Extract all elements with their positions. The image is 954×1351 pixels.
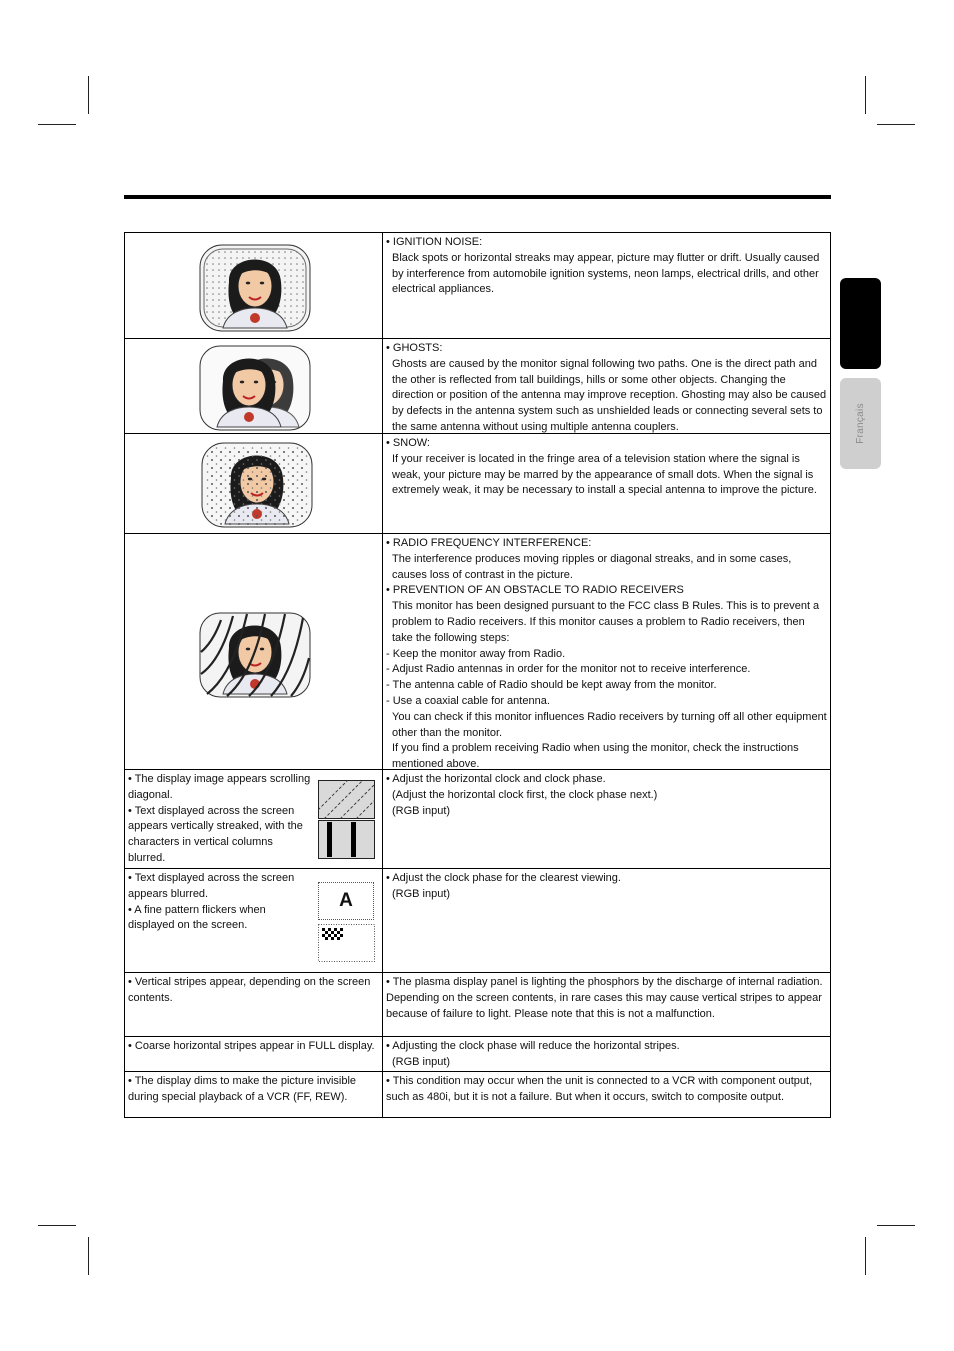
remedy-note: (RGB input) xyxy=(392,887,451,900)
remedy-note: (Adjust the horizontal clock first, the clock phase next.) xyxy=(392,788,658,801)
symptom-cell xyxy=(125,1072,383,1118)
symptom-image-cell xyxy=(125,534,383,769)
section-description: This monitor has been designed pursuant to the FCC class B Rules. This is to prevent a problem to Radio receivers. If this monitor causes a problem to Radio receivers, then take the following steps: xyxy=(392,600,820,644)
table-row xyxy=(125,1036,830,1071)
remedy-cell xyxy=(383,434,830,533)
crop-mark xyxy=(877,1225,915,1226)
remedy-cell xyxy=(383,233,830,338)
symptom-cell xyxy=(125,770,383,868)
blurred-letter-sample: A xyxy=(318,882,374,920)
remedy-text: • This condition may occur when the unit is connected to a VCR with component output, such as 480i, but it is not a failure. But when it occurs, switch to composite output. xyxy=(386,1075,813,1103)
table-row xyxy=(125,433,830,533)
table-row xyxy=(125,233,830,338)
remedy-cell xyxy=(383,1037,830,1071)
symptom-title: • SNOW: xyxy=(386,437,430,449)
remedy-cell xyxy=(383,339,830,433)
symptom-description: Ghosts are caused by the monitor signal following two paths. One is the direct path and the other is reflected from tall buildings, hills or some other objects. Changing the direction or position of the antenna may improve reception. Ghosting may also be caused by defects in the antenna system such as unshielded leads or connecting several sets to the same antenna without using multiple antenna couplers. xyxy=(392,357,827,433)
symptom-image-cell xyxy=(125,434,383,533)
symptom-cell xyxy=(125,869,383,972)
remedy-cell xyxy=(383,1072,830,1118)
crop-mark xyxy=(865,76,866,114)
step-item: - Keep the monitor away from Radio. xyxy=(386,647,566,660)
table-row xyxy=(125,769,830,868)
crop-mark xyxy=(865,1237,866,1275)
symptom-item: • A fine pattern flickers when displayed on the screen. xyxy=(128,903,266,932)
crop-mark xyxy=(877,124,915,125)
symptom-item: • Coarse horizontal stripes appear in FULL display. xyxy=(128,1040,375,1052)
radio-interference-illustration xyxy=(199,612,311,698)
remedy-cell xyxy=(383,869,830,972)
fine-pattern-sample xyxy=(318,924,375,962)
vertical-streak-sample xyxy=(318,820,375,859)
symptom-title: • GHOSTS: xyxy=(386,342,443,354)
symptom-title: • RADIO FREQUENCY INTERFERENCE: xyxy=(386,537,592,549)
symptom-item: • Text displayed across the screen appears blurred. xyxy=(128,872,295,900)
header-rule xyxy=(124,195,831,199)
section-note: If you find a problem receiving Radio when using the monitor, check the instructions mentioned above. xyxy=(392,742,799,769)
symptom-title: • IGNITION NOISE: xyxy=(386,236,483,248)
diagonal-streak-sample xyxy=(318,780,375,819)
crop-mark xyxy=(88,1237,89,1275)
ghosts-illustration xyxy=(199,345,311,431)
snow-illustration xyxy=(201,442,313,528)
remedy-cell xyxy=(383,973,830,1036)
symptom-image-cell xyxy=(125,233,383,338)
table-row xyxy=(125,1071,830,1118)
troubleshooting-table xyxy=(124,232,831,1118)
symptom-description: Black spots or horizontal streaks may appear, picture may flutter or drift. Usually caused by interference from automobile ignition systems, neon lamps, electrical drills, and other electrical appliances. xyxy=(392,251,820,296)
remedy-cell xyxy=(383,770,830,868)
remedy-text: • Adjust the horizontal clock and clock phase. xyxy=(386,773,606,785)
symptom-description: The interference produces moving ripples or diagonal streaks, and in some cases, causes loss of contrast in the picture. xyxy=(392,552,792,581)
crop-mark xyxy=(38,1225,76,1226)
crop-mark xyxy=(88,76,89,114)
table-row xyxy=(125,972,830,1036)
remedy-note: (RGB input) xyxy=(392,804,451,817)
symptom-description: If your receiver is located in the fringe area of a television station where the signal is weak, your picture may be marred by the appearance of small dots. When the signal is extremely weak, it may be necessary to install a special antenna to improve the picture. xyxy=(392,452,817,497)
symptom-list xyxy=(128,772,313,867)
step-item: - Adjust Radio antennas in order for the monitor not to receive interference. xyxy=(386,663,751,676)
symptom-image-cell xyxy=(125,339,383,433)
ignition-noise-illustration xyxy=(199,244,311,332)
symptom-item: • The display image appears scrolling diagonal. xyxy=(128,773,311,801)
language-tab-label: Français xyxy=(855,403,866,444)
symptom-item: • Text displayed across the screen appears vertically streaked, with the characters in vertical columns blurred. xyxy=(128,804,303,864)
symptom-item: • Vertical stripes appear, depending on the screen contents. xyxy=(128,976,371,1004)
section-note: You can check if this monitor influences Radio receivers by turning off all other equipment other than the monitor. xyxy=(392,710,827,739)
step-item: - The antenna cable of Radio should be kept away from the monitor. xyxy=(386,679,717,692)
remedy-text: • Adjusting the clock phase will reduce the horizontal stripes. xyxy=(386,1040,680,1052)
step-item: - Use a coaxial cable for antenna. xyxy=(386,694,550,707)
symptom-list xyxy=(128,871,313,934)
section-title: • PREVENTION OF AN OBSTACLE TO RADIO RECEIVERS xyxy=(386,584,684,597)
table-row xyxy=(125,338,830,433)
symptom-cell xyxy=(125,973,383,1036)
symptom-cell xyxy=(125,1037,383,1071)
remedy-text: • Adjust the clock phase for the clearest viewing. xyxy=(386,872,621,884)
table-row xyxy=(125,533,830,769)
symptom-item: • The display dims to make the picture invisible during special playback of a VCR (FF, REW). xyxy=(128,1075,357,1103)
remedy-text: • The plasma display panel is lighting the phosphors by the discharge of internal radiation. Depending on the screen contents, in rare cases this may cause vertical stripes to appear because of failure to light. Please note that this is not a malfunction. xyxy=(386,976,823,1020)
remedy-note: (RGB input) xyxy=(392,1055,451,1068)
table-row xyxy=(125,868,830,972)
crop-mark xyxy=(38,124,76,125)
remedy-cell xyxy=(383,534,830,769)
language-tab-active xyxy=(840,278,881,369)
